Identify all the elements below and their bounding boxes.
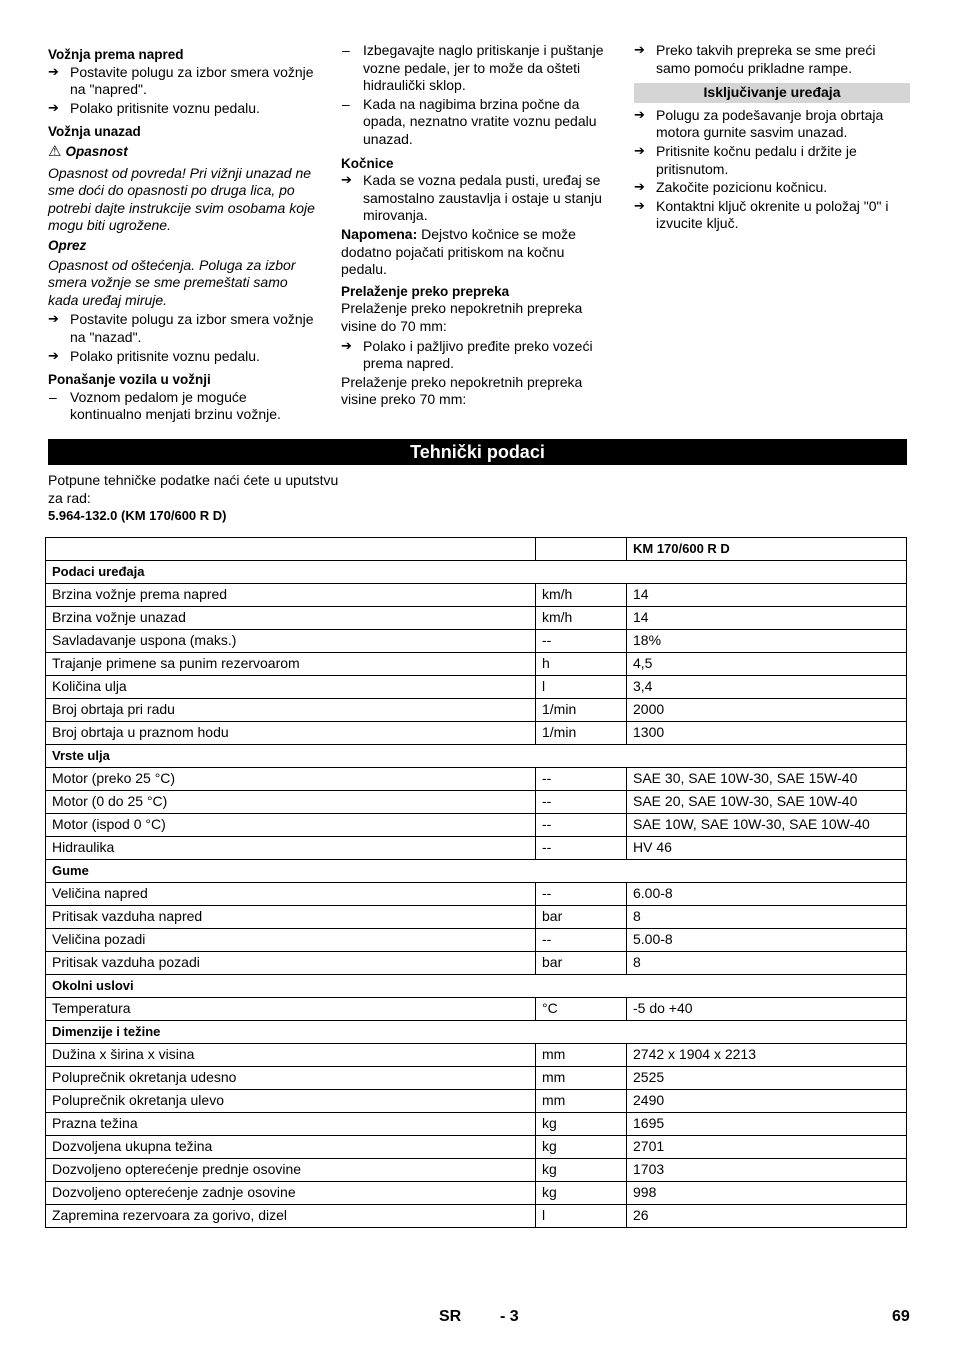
table-row bbox=[46, 998, 907, 1021]
step-item: ➔ Polugu za podešavanje broja obrtaja motora gurnite sasvim unazad. bbox=[634, 107, 910, 142]
spec-label: Poluprečnik okretanja ulevo bbox=[46, 1090, 536, 1113]
column-middle bbox=[341, 42, 613, 411]
heading-brakes: Kočnice bbox=[341, 155, 394, 171]
table-header-cell bbox=[536, 538, 627, 561]
table-category-row bbox=[46, 745, 907, 768]
section-title: Tehnički podaci bbox=[48, 439, 907, 465]
spec-label: Prazna težina bbox=[46, 1113, 536, 1136]
table-row bbox=[46, 653, 907, 676]
spec-value: 4,5 bbox=[627, 653, 907, 676]
heading-behaviour: Ponašanje vozila u vožnji bbox=[48, 372, 211, 388]
table-category-row bbox=[46, 1021, 907, 1044]
spec-value: 5.00-8 bbox=[627, 929, 907, 952]
spec-value: 6.00-8 bbox=[627, 883, 907, 906]
table-row bbox=[46, 768, 907, 791]
spec-value: 2701 bbox=[627, 1136, 907, 1159]
spec-label: Motor (0 do 25 °C) bbox=[46, 791, 536, 814]
spec-value: 14 bbox=[627, 607, 907, 630]
spec-unit: 1/min bbox=[536, 699, 627, 722]
spec-unit: mm bbox=[536, 1067, 627, 1090]
table-row bbox=[46, 837, 907, 860]
table-row bbox=[46, 1090, 907, 1113]
spec-value: 1703 bbox=[627, 1159, 907, 1182]
spec-unit: -- bbox=[536, 814, 627, 837]
spec-label: Zapremina rezervoara za gorivo, dizel bbox=[46, 1205, 536, 1228]
note-paragraph: Napomena: Dejstvo kočnice se može dodatno pojačati pritiskom na kočnu pedalu. bbox=[341, 225, 576, 278]
heading-forward: Vožnja prema napred bbox=[48, 47, 184, 62]
table-row bbox=[46, 607, 907, 630]
footer-language: SR bbox=[439, 1308, 462, 1325]
spec-unit: kg bbox=[536, 1182, 627, 1205]
spec-unit: km/h bbox=[536, 607, 627, 630]
spec-value: SAE 30, SAE 10W-30, SAE 15W-40 bbox=[627, 768, 907, 791]
step-item: ➔ Pritisnite kočnu pedalu i držite je pritisnutom. bbox=[634, 143, 910, 178]
step-item: ➔ Kada se vozna pedala pusti, uređaj se samostalno zaustavlja i ostaje u stanju mirovanja. bbox=[341, 172, 613, 225]
category-label: Okolni uslovi bbox=[46, 975, 907, 998]
spec-unit: -- bbox=[536, 883, 627, 906]
spec-value: 26 bbox=[627, 1205, 907, 1228]
list-item: – Kada na nagibima brzina počne da opada, neznatno vratite voznu pedalu unazad. bbox=[341, 96, 613, 149]
spec-unit: kg bbox=[536, 1159, 627, 1182]
spec-label: Savladavanje uspona (maks.) bbox=[46, 630, 536, 653]
spec-label: Količina ulja bbox=[46, 676, 536, 699]
spec-label: Poluprečnik okretanja udesno bbox=[46, 1067, 536, 1090]
spec-unit: mm bbox=[536, 1090, 627, 1113]
table-row bbox=[46, 630, 907, 653]
category-label: Podaci uređaja bbox=[46, 561, 907, 584]
spec-label: Brzina vožnje unazad bbox=[46, 607, 536, 630]
caution-text: Opasnost od oštećenja. Poluga za izbor smera vožnje se sme premeštati samo kada uređaj miruje. bbox=[48, 256, 296, 308]
obstacles-high-text: Prelaženje preko nepokretnih prepreka visine preko 70 mm: bbox=[341, 373, 583, 408]
spec-value: 2000 bbox=[627, 699, 907, 722]
step-item: ➔ Zakočite pozicionu kočnicu. bbox=[634, 179, 910, 197]
column-right bbox=[634, 42, 910, 234]
table-row bbox=[46, 1067, 907, 1090]
column-left bbox=[48, 42, 320, 425]
spec-unit: -- bbox=[536, 791, 627, 814]
spec-value: 14 bbox=[627, 584, 907, 607]
danger-text: Opasnost od povreda! Pri vižnji unazad ne sme doći do opasnosti po druga lica, po potrebi dajte instrukcije svim osobama koje mogu biti ugrožene. bbox=[48, 164, 315, 234]
step-item: ➔ Polako i pažljivo pređite preko vozeći prema napred. bbox=[341, 338, 613, 373]
spec-unit: bar bbox=[536, 906, 627, 929]
spec-unit: kg bbox=[536, 1136, 627, 1159]
spec-value: 2742 x 1904 x 2213 bbox=[627, 1044, 907, 1067]
spec-unit: °C bbox=[536, 998, 627, 1021]
obstacles-low-text: Prelaženje preko nepokretnih prepreka visine do 70 mm: bbox=[341, 300, 583, 334]
spec-value: 2525 bbox=[627, 1067, 907, 1090]
table-header-cell bbox=[46, 538, 536, 561]
category-label: Vrste ulja bbox=[46, 745, 907, 768]
spec-unit: 1/min bbox=[536, 722, 627, 745]
spec-value: SAE 20, SAE 10W-30, SAE 10W-40 bbox=[627, 791, 907, 814]
spec-value: 1300 bbox=[627, 722, 907, 745]
table-row bbox=[46, 814, 907, 837]
spec-label: Hidraulika bbox=[46, 837, 536, 860]
heading-reverse: Vožnja unazad bbox=[48, 124, 141, 140]
heading-shutdown: Isključivanje uređaja bbox=[634, 83, 910, 103]
list-item: – Voznom pedalom je moguće kontinualno menjati brzinu vožnje. bbox=[48, 389, 320, 424]
step-item: ➔ Postavite polugu za izbor smera vožnje na "napred". bbox=[48, 64, 320, 99]
spec-label: Broj obrtaja u praznom hodu bbox=[46, 722, 536, 745]
spec-unit: l bbox=[536, 1205, 627, 1228]
caution-label: Oprez bbox=[48, 237, 87, 253]
specs-table bbox=[45, 537, 907, 1228]
spec-label: Pritisak vazduha pozadi bbox=[46, 952, 536, 975]
spec-label: Motor (ispod 0 °C) bbox=[46, 814, 536, 837]
spec-label: Motor (preko 25 °C) bbox=[46, 768, 536, 791]
table-row bbox=[46, 1136, 907, 1159]
table-row bbox=[46, 1044, 907, 1067]
footer-local-page: - 3 bbox=[500, 1308, 519, 1325]
table-row bbox=[46, 883, 907, 906]
spec-value: 3,4 bbox=[627, 676, 907, 699]
table-category-row bbox=[46, 975, 907, 998]
spec-unit: h bbox=[536, 653, 627, 676]
spec-label: Veličina pozadi bbox=[46, 929, 536, 952]
spec-unit: mm bbox=[536, 1044, 627, 1067]
table-row bbox=[46, 952, 907, 975]
step-item: ➔ Preko takvih prepreka se sme preći samo pomoću prikladne rampe. bbox=[634, 42, 910, 77]
spec-value: SAE 10W, SAE 10W-30, SAE 10W-40 bbox=[627, 814, 907, 837]
table-header-row bbox=[46, 538, 907, 561]
spec-value: 18% bbox=[627, 630, 907, 653]
table-category-row bbox=[46, 860, 907, 883]
footer-page-number: 69 bbox=[892, 1308, 910, 1325]
danger-label: ⚠ Opasnost bbox=[48, 141, 128, 160]
spec-unit: -- bbox=[536, 630, 627, 653]
page-footer bbox=[0, 1308, 954, 1328]
category-label: Dimenzije i težine bbox=[46, 1021, 907, 1044]
table-row bbox=[46, 699, 907, 722]
spec-unit: -- bbox=[536, 768, 627, 791]
table-row bbox=[46, 791, 907, 814]
table-row bbox=[46, 929, 907, 952]
table-row bbox=[46, 1205, 907, 1228]
spec-unit: bar bbox=[536, 952, 627, 975]
step-item: ➔ Polako pritisnite voznu pedalu. bbox=[48, 348, 320, 366]
table-row bbox=[46, 722, 907, 745]
intro-text: Potpune tehničke podatke naći ćete u uputstvu za rad: bbox=[48, 472, 339, 506]
heading-obstacles: Prelaženje preko prepreka bbox=[341, 283, 510, 299]
category-label: Gume bbox=[46, 860, 907, 883]
spec-value: 8 bbox=[627, 952, 907, 975]
table-row bbox=[46, 584, 907, 607]
spec-label: Dozvoljeno opterećenje prednje osovine bbox=[46, 1159, 536, 1182]
spec-label: Dozvoljena ukupna težina bbox=[46, 1136, 536, 1159]
spec-value: -5 do +40 bbox=[627, 998, 907, 1021]
table-row bbox=[46, 1159, 907, 1182]
spec-label: Dozvoljeno opterećenje zadnje osovine bbox=[46, 1182, 536, 1205]
warning-triangle-icon: ⚠ bbox=[48, 141, 62, 160]
spec-unit: km/h bbox=[536, 584, 627, 607]
table-row bbox=[46, 1182, 907, 1205]
spec-label: Veličina napred bbox=[46, 883, 536, 906]
intro-model: 5.964-132.0 (KM 170/600 R D) bbox=[48, 508, 227, 524]
spec-label: Pritisak vazduha napred bbox=[46, 906, 536, 929]
spec-label: Temperatura bbox=[46, 998, 536, 1021]
spec-label: Brzina vožnje prema napred bbox=[46, 584, 536, 607]
spec-value: 2490 bbox=[627, 1090, 907, 1113]
step-item: ➔ Postavite polugu za izbor smera vožnje na "nazad". bbox=[48, 311, 320, 346]
spec-label: Dužina x širina x visina bbox=[46, 1044, 536, 1067]
spec-unit: kg bbox=[536, 1113, 627, 1136]
table-category-row bbox=[46, 561, 907, 584]
intro-block bbox=[48, 472, 348, 525]
table-row bbox=[46, 676, 907, 699]
table-header-cell: KM 170/600 R D bbox=[627, 538, 907, 561]
step-item: ➔ Polako pritisnite voznu pedalu. bbox=[48, 100, 320, 118]
spec-value: HV 46 bbox=[627, 837, 907, 860]
spec-unit: -- bbox=[536, 929, 627, 952]
table-row bbox=[46, 906, 907, 929]
spec-value: 998 bbox=[627, 1182, 907, 1205]
table-row bbox=[46, 1113, 907, 1136]
spec-label: Trajanje primene sa punim rezervoarom bbox=[46, 653, 536, 676]
spec-label: Broj obrtaja pri radu bbox=[46, 699, 536, 722]
spec-unit: -- bbox=[536, 837, 627, 860]
spec-value: 8 bbox=[627, 906, 907, 929]
spec-unit: l bbox=[536, 676, 627, 699]
spec-value: 1695 bbox=[627, 1113, 907, 1136]
list-item: – Izbegavajte naglo pritiskanje i puštanje vozne pedale, jer to može da ošteti hidraulički sklop. bbox=[341, 42, 613, 95]
step-item: ➔ Kontaktni ključ okrenite u položaj "0" i izvucite ključ. bbox=[634, 198, 910, 233]
